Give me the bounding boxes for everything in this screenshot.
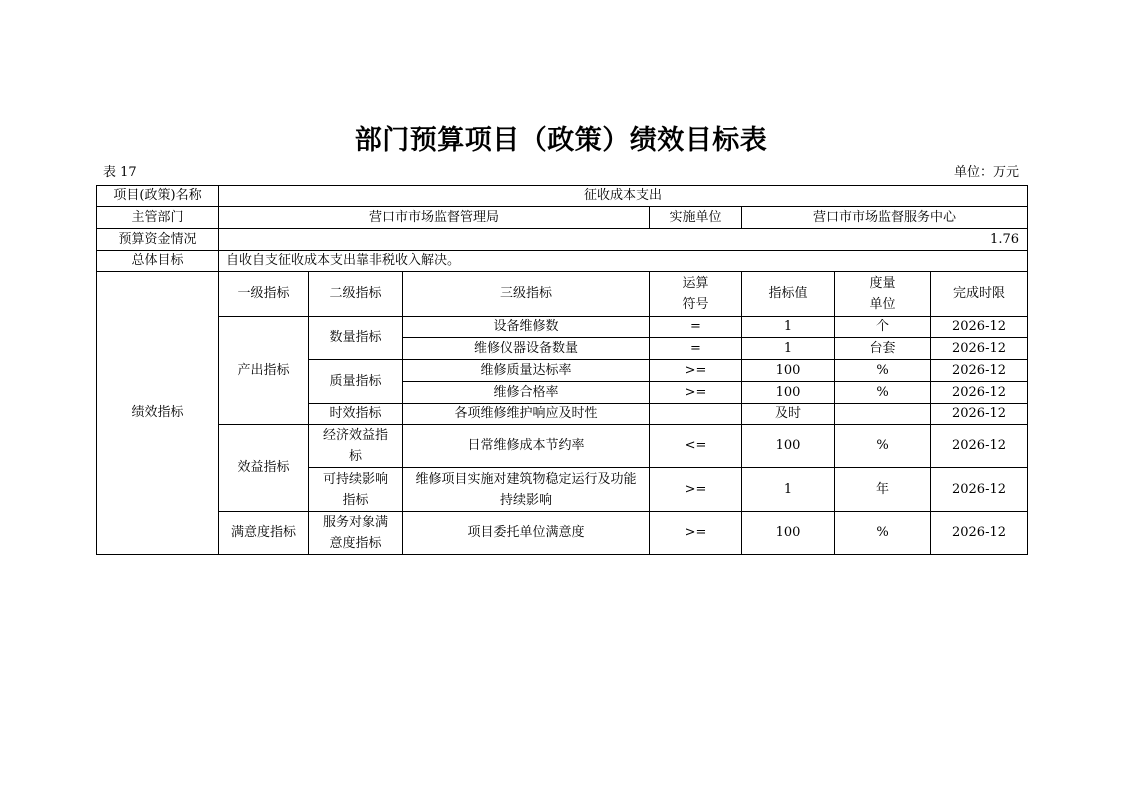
level2-sustainable-impact	[309, 468, 403, 512]
indicator-unit: 年	[835, 468, 931, 512]
indicator-name: 维修合格率	[403, 382, 650, 404]
level2-quality: 质量指标	[309, 360, 403, 404]
level2-economic-benefit	[309, 425, 403, 468]
indicator-operator: =	[650, 317, 742, 338]
indicator-unit: 个	[835, 317, 931, 338]
indicator-name: 维修仪器设备数量	[403, 338, 650, 360]
unit-label: 单位：万元	[953, 165, 1019, 180]
header-operator: 运算 符号	[650, 272, 742, 317]
indicator-name: 维修质量达标率	[403, 360, 650, 382]
implementing-unit-label: 实施单位	[650, 207, 742, 229]
level2-economic-benefit-text: 经济效益指标	[322, 428, 388, 464]
level1-benefit: 效益指标	[219, 425, 309, 512]
indicator-deadline: 2026-12	[931, 382, 1028, 404]
budget-value: 1.76	[219, 229, 1028, 251]
level2-sustainable-impact-text: 可持续影响指标	[322, 471, 388, 508]
table-row	[97, 317, 1028, 338]
header-level2: 二级指标	[309, 272, 403, 317]
header-level1: 一级指标	[219, 272, 309, 317]
indicator-name	[403, 468, 650, 512]
indicator-deadline: 2026-12	[931, 404, 1028, 425]
indicator-operator	[650, 404, 742, 425]
level2-service-satisfaction-text: 服务对象满意度指标	[322, 515, 388, 551]
page-title: 部门预算项目（政策）绩效目标表	[354, 125, 768, 156]
indicator-deadline: 2026-12	[931, 468, 1028, 512]
header-level3: 三级指标	[403, 272, 650, 317]
indicator-name-text: 维修项目实施对建筑物稳定运行及功能持续影响	[415, 471, 637, 508]
overall-goal-row	[97, 251, 1028, 272]
indicator-name: 日常维修成本节约率	[403, 425, 650, 468]
level1-satisfaction: 满意度指标	[219, 512, 309, 555]
department-label: 主管部门	[97, 207, 219, 229]
indicator-operator: <=	[650, 425, 742, 468]
performance-target-table	[96, 185, 1028, 555]
indicator-value: 1	[742, 317, 835, 338]
overall-goal-value: 自收自支征收成本支出靠非税收入解决。	[219, 251, 1028, 272]
indicator-unit	[835, 404, 931, 425]
header-value: 指标值	[742, 272, 835, 317]
indicator-value: 100	[742, 512, 835, 555]
indicator-name: 设备维修数	[403, 317, 650, 338]
indicator-deadline: 2026-12	[931, 425, 1028, 468]
indicator-value: 1	[742, 338, 835, 360]
indicator-value: 100	[742, 425, 835, 468]
indicator-value: 100	[742, 382, 835, 404]
indicator-unit: 台套	[835, 338, 931, 360]
level2-timeliness: 时效指标	[309, 404, 403, 425]
overall-goal-label: 总体目标	[97, 251, 219, 272]
indicator-deadline: 2026-12	[931, 360, 1028, 382]
table-row	[97, 512, 1028, 555]
budget-row	[97, 229, 1028, 251]
indicator-operator: >=	[650, 360, 742, 382]
table-number: 表 17	[103, 165, 137, 180]
indicator-operator: >=	[650, 512, 742, 555]
level2-quantity: 数量指标	[309, 317, 403, 360]
indicator-name: 各项维修维护响应及时性	[403, 404, 650, 425]
indicator-unit: %	[835, 382, 931, 404]
indicator-operator: >=	[650, 468, 742, 512]
project-name-value: 征收成本支出	[219, 186, 1028, 207]
indicator-deadline: 2026-12	[931, 338, 1028, 360]
table-row	[97, 425, 1028, 468]
performance-indicators-label: 绩效指标	[97, 272, 219, 555]
indicator-value: 100	[742, 360, 835, 382]
project-name-label: 项目(政策)名称	[97, 186, 219, 207]
indicator-name: 项目委托单位满意度	[403, 512, 650, 555]
budget-label: 预算资金情况	[97, 229, 219, 251]
implementing-unit-value: 营口市市场监督服务中心	[742, 207, 1028, 229]
indicator-unit: %	[835, 425, 931, 468]
project-name-row	[97, 186, 1028, 207]
indicator-deadline: 2026-12	[931, 317, 1028, 338]
department-value: 营口市市场监督管理局	[219, 207, 650, 229]
level1-output: 产出指标	[219, 317, 309, 425]
indicator-deadline: 2026-12	[931, 512, 1028, 555]
indicator-header-row	[97, 272, 1028, 317]
indicator-unit: %	[835, 360, 931, 382]
header-deadline: 完成时限	[931, 272, 1028, 317]
department-row	[97, 207, 1028, 229]
indicator-unit: %	[835, 512, 931, 555]
indicator-operator: =	[650, 338, 742, 360]
header-unit: 度量 单位	[835, 272, 931, 317]
indicator-operator: >=	[650, 382, 742, 404]
indicator-value: 及时	[742, 404, 835, 425]
indicator-value: 1	[742, 468, 835, 512]
level2-service-satisfaction	[309, 512, 403, 555]
